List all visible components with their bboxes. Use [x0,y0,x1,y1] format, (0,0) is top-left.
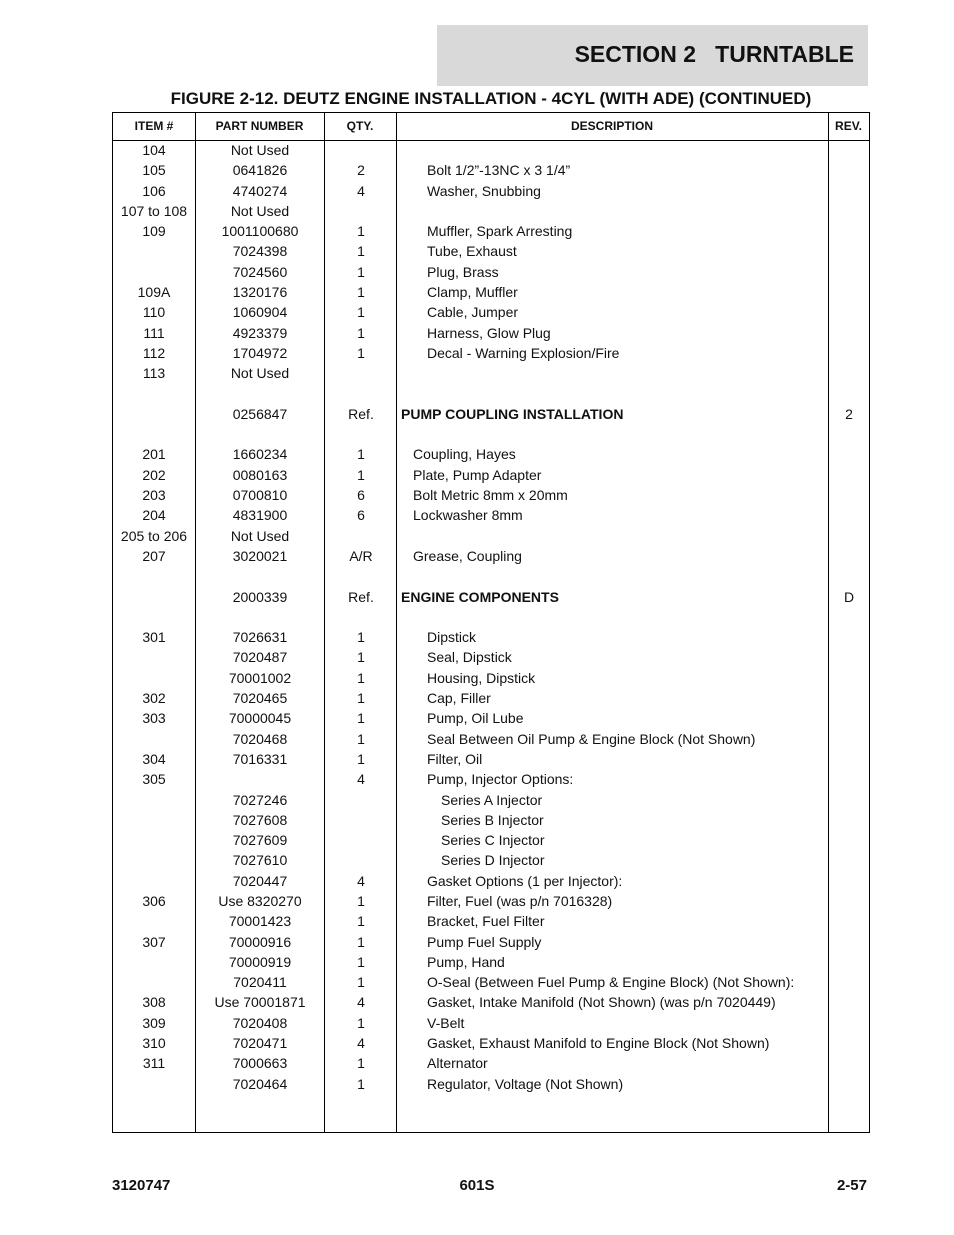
table-row [113,505,869,525]
cell-qty: 1 [357,284,365,301]
table-row [113,769,869,789]
cell-description: Seal Between Oil Pump & Engine Block (Not Shown) [427,730,756,747]
table-row [113,850,869,870]
cell-qty: A/R [349,547,373,564]
cell-qty: 1 [357,669,365,686]
cell-item: 113 [142,365,166,382]
cell-item: 311 [142,1055,166,1072]
cell-qty: 1 [357,730,365,747]
cell-part-number: 7020464 [232,1075,288,1092]
cell-part-number: 7024398 [232,243,288,260]
table-row [113,729,869,749]
cell-description: Harness, Glow Plug [427,324,551,341]
cell-qty: 1 [357,710,365,727]
cell-description: Gasket, Exhaust Manifold to Engine Block (Not Shown) [427,1035,770,1052]
table-row [113,404,869,424]
table-row [113,343,869,363]
cell-qty: 1 [357,223,365,240]
cell-description: Seal, Dipstick [427,649,512,666]
footer-model: 601S [459,1177,495,1194]
cell-item: 110 [142,304,166,321]
cell-qty: 1 [357,649,365,666]
cell-description: Lockwasher 8mm [413,507,523,524]
cell-part-number: 70000916 [228,933,292,950]
cell-qty: 1 [357,324,365,341]
cell-description: Grease, Coupling [413,547,522,564]
header-part-number: PART NUMBER [215,119,304,133]
cell-item: 309 [142,1014,166,1031]
table-row [113,485,869,505]
cell-part-number: 0256847 [232,405,288,422]
cell-qty: 1 [357,1014,365,1031]
cell-qty: Ref. [348,588,374,605]
cell-qty: 1 [357,304,365,321]
cell-item: 203 [142,487,166,504]
table-row [113,323,869,343]
cell-item: 105 [142,162,166,179]
section-header-band [437,25,868,86]
table-row [113,1033,869,1053]
cell-part-number: 3020021 [232,547,288,564]
cell-item: 301 [142,629,166,646]
cell-item: 107 to 108 [120,202,188,219]
table-row [113,302,869,322]
cell-part-number: 7020447 [232,872,288,889]
cell-part-number: 7020487 [232,649,288,666]
cell-qty: 6 [357,507,365,524]
cell-description: Coupling, Hayes [413,446,516,463]
cell-description: Muffler, Spark Arresting [427,223,573,240]
table-row [113,282,869,302]
cell-item: 104 [142,142,166,158]
parts-table [112,112,870,1133]
cell-item: 109A [137,284,171,301]
cell-part-number: 7000663 [232,1055,288,1072]
cell-part-number: 0700810 [232,487,288,504]
figure-title: FIGURE 2-12. DEUTZ ENGINE INSTALLATION - 4CYL (WITH ADE) (CONTINUED) [170,89,812,108]
cell-qty: 4 [357,182,365,199]
table-row [113,140,869,160]
cell-part-number: 4923379 [232,324,288,341]
cell-item: 305 [142,771,166,788]
cell-item: 310 [142,1035,166,1052]
cell-item: 106 [142,182,166,199]
cell-qty: 1 [357,892,365,909]
cell-part-number: 0080163 [232,466,288,483]
cell-part-number: Not Used [230,202,290,219]
cell-description: ENGINE COMPONENTS [401,588,559,605]
cell-rev: D [843,588,855,605]
cell-part-number: 1704972 [232,344,288,361]
cell-description: Bracket, Fuel Filter [427,913,545,930]
table-row [113,607,869,627]
table-row [113,688,869,708]
table-body [113,140,869,1094]
cell-part-number: 70001423 [228,913,292,930]
cell-qty: 6 [357,487,365,504]
cell-item: 304 [142,750,166,767]
cell-qty: 1 [357,243,365,260]
table-row [113,1013,869,1033]
footer-page-number: 2-57 [836,1177,867,1194]
cell-description: V-Belt [427,1014,465,1031]
table-row [113,1074,869,1094]
cell-qty: Ref. [348,405,374,422]
cell-item: 308 [142,994,166,1011]
section-title: SECTION 2 TURNTABLE [574,41,854,67]
cell-qty: 2 [357,162,365,179]
table-row [113,749,869,769]
cell-part-number: Use 8320270 [218,892,302,909]
table-row [113,952,869,972]
table-row [113,647,869,667]
cell-item: 306 [142,892,166,909]
table-row [113,790,869,810]
table-row [113,587,869,607]
footer-doc-number: 3120747 [112,1177,171,1194]
cell-description: Bolt Metric 8mm x 20mm [413,487,568,504]
header-rev: REV. [835,119,862,133]
cell-qty: 1 [357,344,365,361]
cell-item: 204 [142,507,166,524]
cell-description: Series B Injector [441,811,544,828]
cell-description: Alternator [427,1055,488,1072]
cell-description: O-Seal (Between Fuel Pump & Engine Block) (Not Shown): [427,974,795,991]
table-row [113,241,869,261]
cell-part-number: 7027609 [232,832,288,849]
cell-qty: 4 [357,1035,365,1052]
cell-part-number: Not Used [230,142,290,158]
cell-item: 201 [142,446,166,463]
table-row [113,221,869,241]
cell-part-number: 70000919 [228,953,292,970]
cell-qty: 1 [357,913,365,930]
cell-description: Clamp, Muffler [427,284,518,301]
cell-part-number: 4740274 [232,182,288,199]
cell-qty: 4 [357,771,365,788]
cell-part-number: 7020468 [232,730,288,747]
cell-part-number: 7026631 [232,629,288,646]
cell-qty: 1 [357,466,365,483]
cell-description: Gasket, Intake Manifold (Not Shown) (was p/n 7020449) [427,994,776,1011]
table-row [113,444,869,464]
cell-description: Regulator, Voltage (Not Shown) [427,1075,624,1092]
cell-part-number: 0641826 [232,162,288,179]
cell-item: 112 [142,344,166,361]
cell-description: Filter, Fuel (was p/n 7016328) [427,892,613,909]
table-row [113,992,869,1012]
table-row [113,891,869,911]
table-row [113,526,869,546]
table-row [113,262,869,282]
cell-part-number: 7016331 [232,750,288,767]
cell-description: Pump, Oil Lube [427,710,524,727]
cell-qty: 4 [357,994,365,1011]
cell-item: 205 to 206 [120,527,188,544]
cell-description: Decal - Warning Explosion/Fire [427,344,620,361]
cell-description: Cap, Filler [427,690,491,707]
cell-item: 111 [143,324,165,341]
cell-description: PUMP COUPLING INSTALLATION [401,405,624,422]
cell-part-number: 7020408 [232,1014,288,1031]
table-row [113,465,869,485]
cell-description: Series C Injector [441,832,545,849]
cell-part-number: 1001100680 [221,223,299,240]
cell-part-number: 7020465 [232,690,288,707]
cell-part-number: 4831900 [232,507,288,524]
cell-qty: 1 [357,446,365,463]
table-header [113,113,869,141]
cell-description: Series A Injector [441,791,543,808]
cell-description: Plate, Pump Adapter [413,466,542,483]
header-description: DESCRIPTION [570,119,653,133]
cell-qty: 1 [357,263,365,280]
cell-description: Washer, Snubbing [427,182,541,199]
cell-part-number: 70000045 [228,710,292,727]
header-item: ITEM # [134,119,174,133]
table-row [113,668,869,688]
cell-part-number: 7027246 [232,791,288,808]
cell-item: 302 [142,690,166,707]
table-row [113,566,869,586]
cell-part-number: 1660234 [232,446,288,463]
cell-part-number: Not Used [230,527,290,544]
cell-description: Dipstick [427,629,477,646]
cell-qty: 1 [357,1075,365,1092]
cell-part-number: 7027610 [232,852,288,869]
cell-part-number: 70001002 [228,669,292,686]
cell-part-number: 7020471 [232,1035,288,1052]
table-row [113,972,869,992]
table-row [113,384,869,404]
header-qty: QTY. [346,119,374,133]
table-row [113,830,869,850]
cell-qty: 1 [357,750,365,767]
table-row [113,810,869,830]
cell-description: Gasket Options (1 per Injector): [427,872,623,889]
table-row [113,181,869,201]
table-row [113,1053,869,1073]
cell-item: 303 [142,710,166,727]
table-row [113,201,869,221]
table-row [113,424,869,444]
table-row [113,546,869,566]
cell-qty: 1 [357,1055,365,1072]
cell-part-number: 7024560 [232,263,288,280]
cell-part-number: 7027608 [232,811,288,828]
cell-part-number: Not Used [230,365,290,382]
cell-qty: 1 [357,629,365,646]
cell-part-number: 2000339 [232,588,288,605]
cell-part-number: 1060904 [232,304,288,321]
cell-part-number: 1320176 [232,284,288,301]
table-row [113,708,869,728]
cell-item: 207 [142,547,166,564]
cell-description: Plug, Brass [427,263,499,280]
table-row [113,871,869,891]
cell-qty: 1 [357,690,365,707]
cell-item: 307 [142,933,166,950]
cell-qty: 4 [357,872,365,889]
table-row [113,160,869,180]
cell-part-number: 7020411 [233,974,287,991]
cell-qty: 1 [357,953,365,970]
cell-description: Tube, Exhaust [427,243,517,260]
cell-description: Pump, Injector Options: [427,771,574,788]
cell-qty: 1 [357,974,365,991]
cell-item: 109 [142,223,166,240]
table-row [113,932,869,952]
cell-description: Bolt 1/2”-13NC x 3 1/4” [427,162,571,179]
cell-description: Housing, Dipstick [427,669,536,686]
cell-description: Series D Injector [441,852,545,869]
cell-item: 202 [142,466,166,483]
cell-description: Filter, Oil [427,750,483,767]
cell-part-number: Use 70001871 [214,994,306,1011]
cell-description: Pump Fuel Supply [427,933,542,950]
cell-qty: 1 [357,933,365,950]
table-row [113,627,869,647]
cell-description: Pump, Hand [427,953,505,970]
table-row [113,911,869,931]
cell-rev: 2 [845,405,853,422]
cell-description: Cable, Jumper [427,304,519,321]
table-row [113,363,869,383]
